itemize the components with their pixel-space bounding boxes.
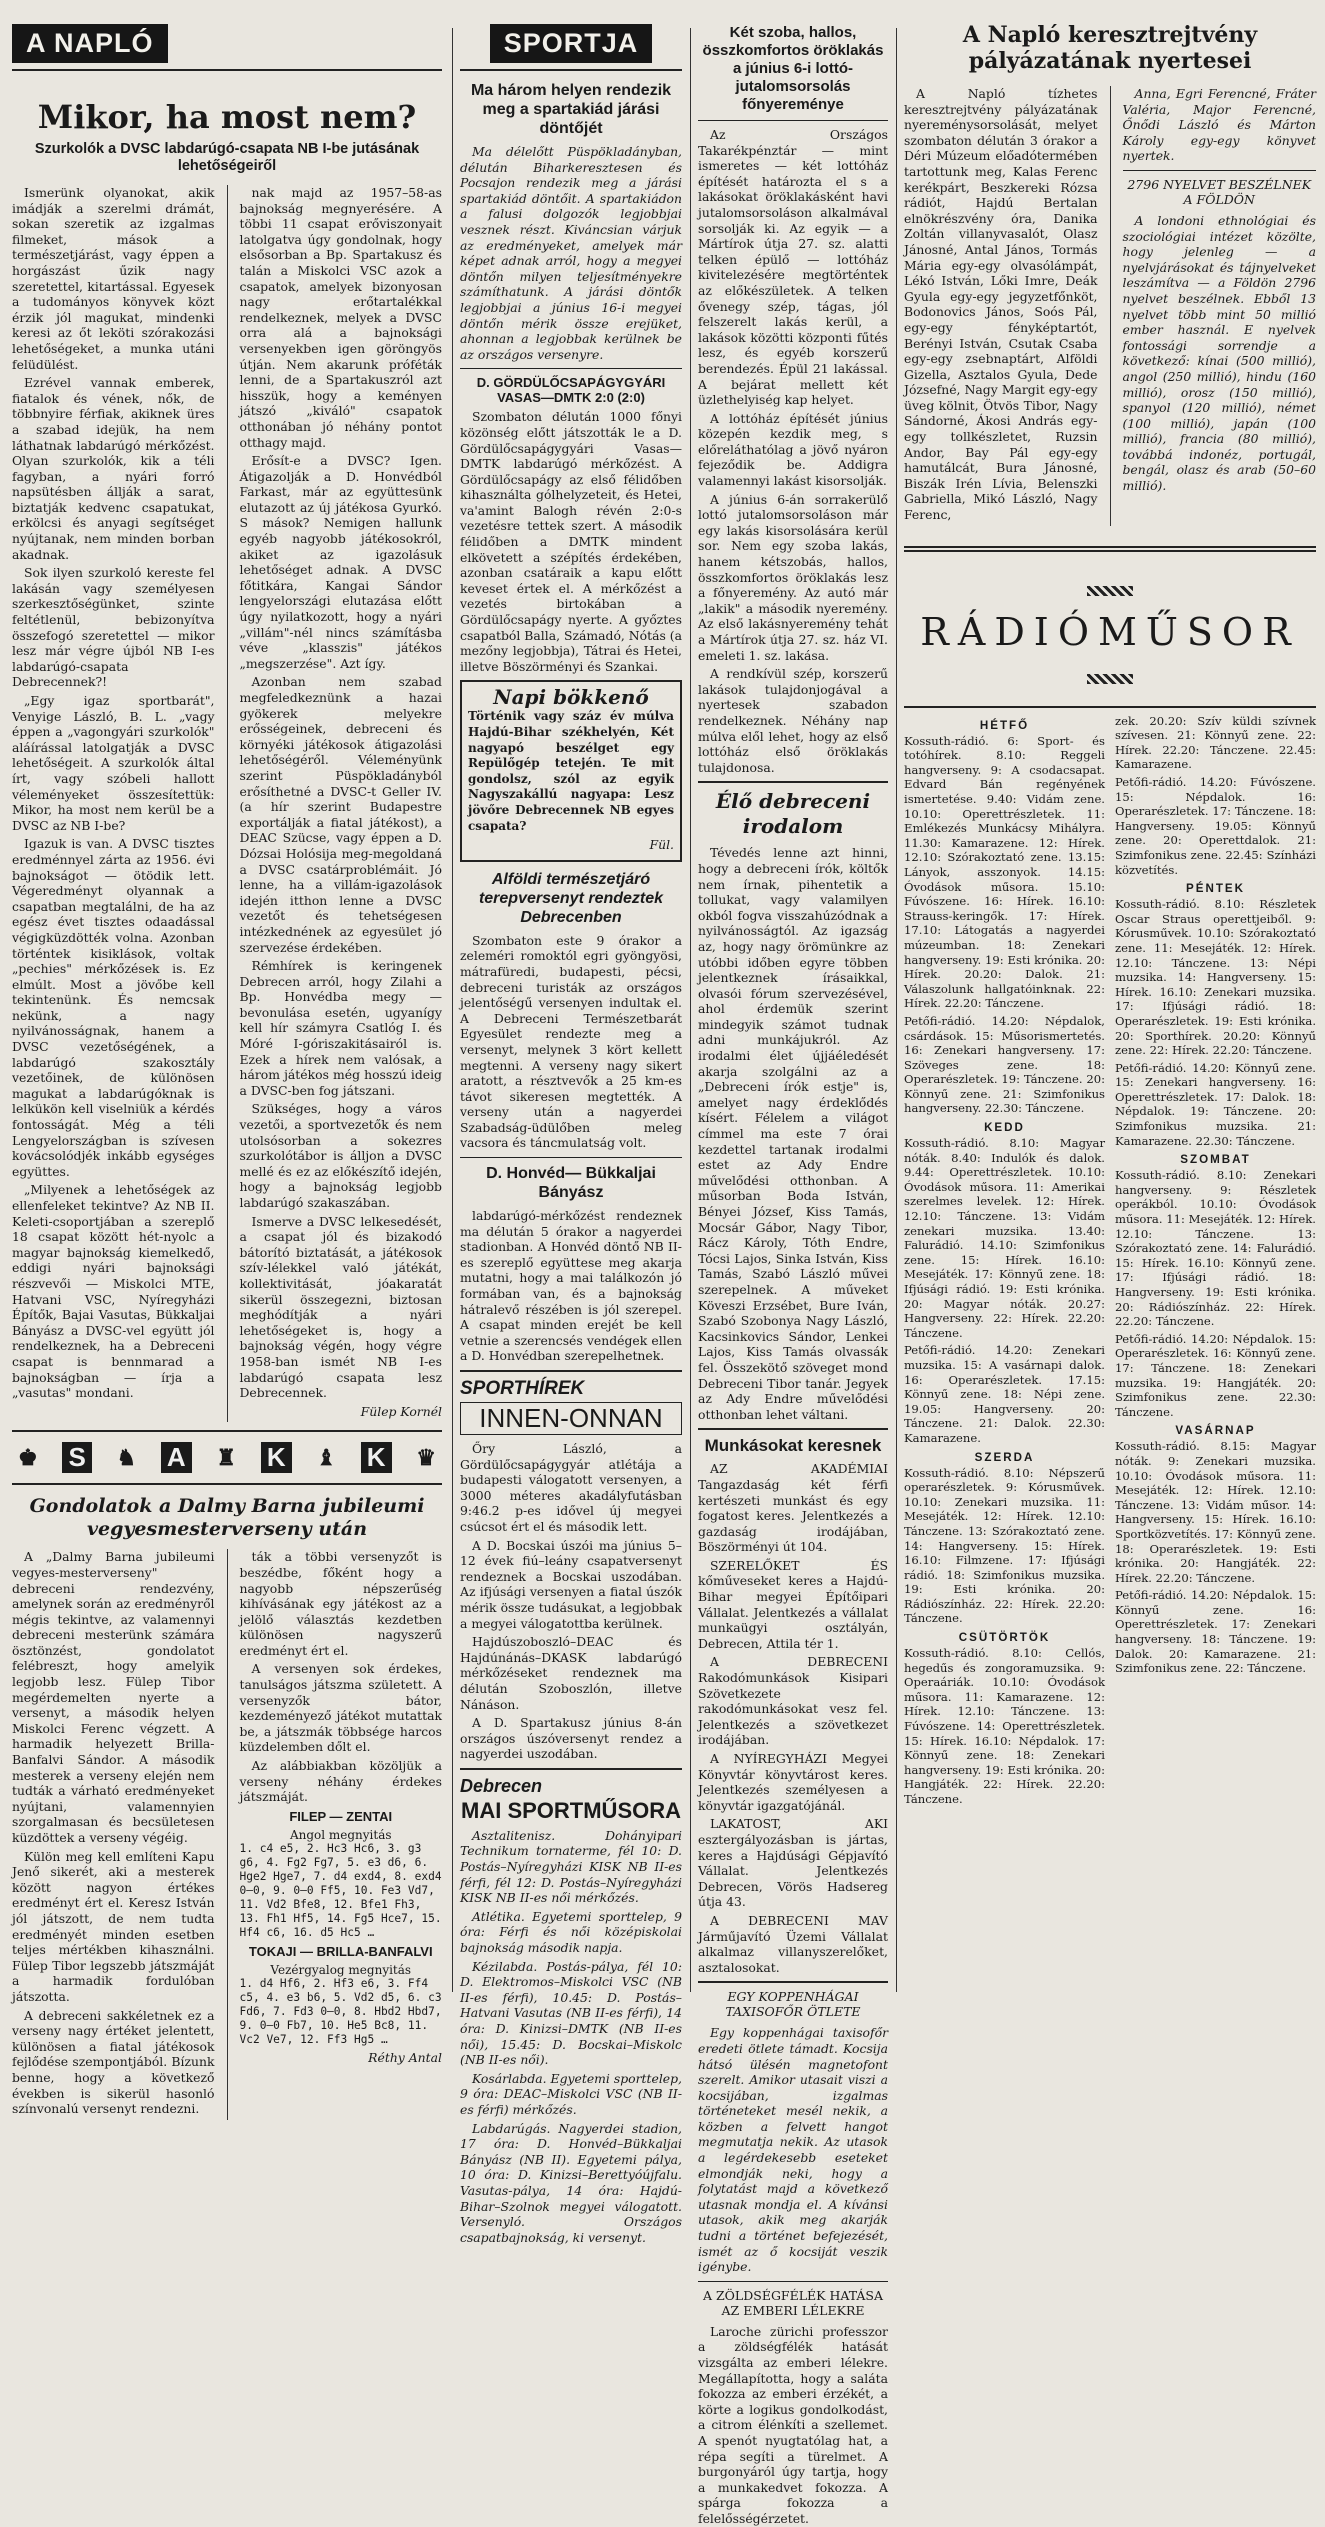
munka-item: A DEBRECENI MAV Járműjavító Üzemi Vállalat alkalmaz villanyszerelőket, asztalosokat. xyxy=(698,1912,888,1975)
chess-body xyxy=(12,1549,442,2119)
zold-title: A ZÖLDSÉGFÉLÉK HATÁSA AZ EMBERI LÉLEKRE xyxy=(703,2287,883,2318)
taxi-title: EGY KOPPENHÁGAI TAXISOFŐR ÖTLETE xyxy=(725,1989,861,2020)
radio-entry: Kossuth-rádió. 8.10: Népszerű operarészletek. 9: Kórusművek. 10.10: Zenekari muzsika. 11: Mesejáték. 12: Hírek. 12.10: Tánczene. 13: Szórakoztató zene. 14: Hangverseny. 15: Hírek. 16.10: Filmzene. 17: Ifjúsági rádió. 18: Szimfonikus muzsika. 19: Esti krónika. 20: Rádiószínház. 22: Hírek. 22.20: Tánczene. xyxy=(904,1465,1105,1626)
bokkeno-paragraph: Történik vagy száz év múlva Hajdú-Bihar székhelyén, Két nagyapó beszélget egy Repülőgép tetején. Te mit gondolsz, szól az egyik Nagyszakállú nagyapa: Lesz jövőre Debrecennek NB egyes csapata? xyxy=(468,709,674,833)
masthead-right: SPORTJA xyxy=(490,24,653,63)
zold-paragraph: Laroche zürichi professzor a zöldségfélék hatását vizsgálta az emberi lélekre. Megállapította, hogy a saláta fokozza az emberi érzékét, a körte a logikus gondolkodást, a citrom élénkíti a szellemet. A spenót nyugtatólag hat, a répa segíti a türelmet. A burgonyáról úgy tartja, hogy a munkakedvet fokozza. A spárga fokozza a felelősségérzetet. xyxy=(698,2323,888,2526)
radio-entry: Petőfi-rádió. 14.20: Népdalok. 15: Könnyű zene. 16: Operettrészletek. 17: Zenekari hangverseny. 18: Tánczene. 19: Dalok. 20: Kamarazene. 21: Szimfonikus zene. 22: Tánczene. xyxy=(1115,1588,1316,1676)
mai-program-item: Kosárlabda. Egyetemi sporttelep, 9 óra: DEAC–Miskolci VSC (NB II-es férfi) mérkőzés. xyxy=(460,2070,682,2117)
radio-entry: Petőfi-rádió. 14.20: Fúvószene. 15: Népdalok. 16: Operarészletek. 17: Tánczene. 18: Hangverseny. 19.05: Könnyű zene. 20: Operettdalok. 21: Szimfonikus zene. 22.45: Színházi közvetítés. xyxy=(1115,775,1316,877)
radio-day: CSÜTÖRTÖK xyxy=(958,1631,1051,1645)
chess-king-icon: ♚ xyxy=(18,1444,38,1470)
chess-paragraph: A versenyen sok érdekes, tanulságos játszma született. A versenyzők bátor, kezdeményező játékot mutattak be, a játszmák többsége harcos küzdelemben dőlt el. xyxy=(239,1661,442,1755)
match-paragraph: Szombaton délután 1000 főnyi közönség előtt játszották le a D. Gördülőcsapágygyári Vasas—DMTK labdarúgó mérkőzést. A Gördülőcsapágy az első félidőben kihasználta gólhelyzeteit, és Hetei, va'amint Balogh révén 2:0-s vezetésre tettek szert. A második félidőben a DMTK mindent elkövetett a szépítés érdekében, azonban csatáraik a kapu előtt keveset értek el. A mérkőzést a vezetés birtokában a Gördülőcsapágy nyerte. A győztes csapatból Balla, Számadó, Nótás (a mezőny legjobbja), Tátrai és Hetei, illetve Böszörményi és Szankai. xyxy=(460,409,682,674)
munka-item: SZERELŐKET ÉS kőműveseket keres a Hajdú-Bihar megyei Építőipari Vállalat. Jelentkezés a vállalat munkaügyi osztályán, Debrecen, Attila tér 1. xyxy=(698,1557,888,1651)
irodalom-paragraph: Tévedés lenne azt hinni, hogy a debreceni írók, költők nem írnak, pihentetik a tollukat, vagy valamilyen okból fogva visszahúzódnak a nyilvánosságtól. Az igazság az, hogy nagy örömünkre az utóbbi időben egyre többen jelentkeznek írásaikkal, olvasói fórum szervezésével, ahol érdemük szerint mindegyik számot tudnak adni munkájukról. Az irodalmi élet újjáéledését akarja szolgálni az a „Debreceni írók estje" is, amelyet nagy érdeklődés kísért. Félelem a világot címmel ma este 7 órai kezdettel tartanak irodalmi estet az Ady Endre művelődési otthonban. A műsorban Boda István, Bényei József, Kiss Tamás, Mocsár Gábor, Nagy Tibor, Rácz Károly, Tóth Endre, Tócsi Lajos, Sinka István, Kiss Tamás, Szabó László művei szerepelnek. A műveket Köveszi Erzsébet, Bure Iván, Szabó Szobonya Nagy László, Kacsinkovics Sándor, Lenkei Lajos, Kiss Tamás olvassák fel. Összekötő szöveget mond Debreceni Tibor tanár. Jegyek az Ady Endre művelődési otthonban lehet váltani. xyxy=(698,845,888,1422)
article-paragraph: Ismerünk olyanokat, akik imádják a szerelmi drámát, sokan szeretik az izgalmas filmeket, mások a természetjárást, vagy éppen a horgászást űzik nagy szeretettel, kitartással. Egyesek a tudományos könyvek közt érzik jól magukat, mindenki keresi az őt leköti szórakozási lehetőségeket, a munka utáni felüdülést. xyxy=(12,185,215,372)
sporthirek-title: SPORTHÍREK xyxy=(460,1378,585,1399)
radio-day: SZERDA xyxy=(974,1450,1035,1464)
irodalom-title: Élő debreceni irodalom xyxy=(715,789,871,839)
radio-program xyxy=(904,714,1316,1810)
article-paragraph: Igazuk is van. A DVSC tisztes eredménnyel zárta az 1956. évi bajnokságot — ötödik lett. Végeredményt olyannak a csapatban megtalálni, de ha az egész évet tisztes odaadással végigküzdötték volna. Azonban történtek kisiklások, voltak „pechies" mérkőzések is. Ez elmúlt. Most a jövőbe kell tekintenünk. És nemcsak nekünk, a nagy nyilvánosságnak, hanem a DVSC vezetőségének, a labdarúgó szakosztály vezetőinek, de különösen magukat a labdarúgóknak is lelkükön kell viselniük a kérdés fontosságát. Még a téli Lengyelországban is szívesen kovácsolódjék inkább egységes együttes. xyxy=(12,836,215,1179)
article-right-col xyxy=(240,185,443,1422)
chess-rook-icon: ♜ xyxy=(216,1444,237,1470)
radio-entry: Petőfi-rádió. 14.20: Zenekari muzsika. 15: A vasárnapi dalok. 16: Operarészletek. 17.15: Könnyű zene. 18: Népi zene. 19.05: Hangverseny. 20: Tánczene. 21: Dalok. 22.30: Kamarazene. xyxy=(904,1343,1105,1445)
radio-entry: Kossuth-rádió. 6: Sport- és totóhírek. 8.10: Reggeli hangverseny. 9: A csodacsapat. Edvard Bán regényének ismertetése. 9.40: Vidám zene. 10.10: Operettrészletek. 11: Emlékezés Munkácsy Mihályra. 11.30: Kamarazene. 12: Hírek. 12.10: Szórakoztató zene. 13.15: Lányok, asszonyok. 14.15: Óvodások műsora. 15.10: Fúvószene. 16: Hírek. 16.10: Strauss-keringők. 17: Hírek. 17.10: Látogatás a nagyerdei múzeumban. 18: Zenekari hangverseny. 19: Esti krónika. 20: Hírek. 20.20: Dalok. 21: Válaszolunk hallgatóinknak. 22: Hírek. 22.20: Tánczene. xyxy=(904,733,1105,1011)
chess-paragraph: Külön meg kell említeni Kapu Jenő sikerét, aki a mesterek között nagyon értékes eredményt ért el. Keresz István jól játszott, de nem tudta eredményét minden esetben teljes mértékben kihasználni. Fülep Tibor legszebb játszmáját a harmadik fordulóban játszotta. xyxy=(12,1848,215,2004)
chess-mast-letter: K xyxy=(261,1442,292,1473)
bokkeno-box xyxy=(460,680,682,861)
mai-title-city: Debrecen xyxy=(460,1775,543,1796)
game2-opening: Vezérgyalog megnyitás xyxy=(270,1962,412,1977)
mai-sportmusora-header xyxy=(460,1776,682,1824)
column-3 xyxy=(698,0,888,2526)
column-1 xyxy=(12,0,442,2117)
munka-item: A NYÍREGYHÁZI Megyei Könyvtár könyvtárost keres. Jelentkezés személyesen a könyvtár igazgatójánál. xyxy=(698,1751,888,1813)
chess-paragraph: A „Dalmy Barna jubileumi vegyes-mesterverseny" debreceni rendezvény, amelynek során az eredményről mégis tekintve, az valamennyi debreceni mesterünk számára ösztönzést, gondolatot felébreszt, hogy amelyik legjobb lesz. Fülep Tibor megérdemelten nyerte a versenyt, a második helyen Miskolci Ferenc végzett. A harmadik helyezett Brilla-Banfalvi Sándor. A második mesterek a verseny elején nem tudták a várható eredményeket nyújtani, valamennyien szorgalmasan és becsületesen küzdöttek a verseny végéig. xyxy=(12,1549,215,1845)
sporthirek-paragraph: A D. Bocskai úszói ma június 5–12 évek fiú–leány csapatversenyt rendeznek a Bocskai uszodában. Az ifjúsági versenyen a fiatal úszók mérik össze tudásukat, a legjobbak a megyei válogatottba kerülnek. xyxy=(460,1537,682,1631)
article-paragraph: Sok ilyen szurkoló kereste fel lakásán vagy személyesen szerkesztőségünket, szinte feltétlenül, bebizonyítva összefogó szeretettel — mikor lesz már végre újból NB I-es labdarúgó-csapata Debrecennek?! xyxy=(12,565,215,690)
radio-day: SZOMBAT xyxy=(1180,1153,1251,1167)
mai-program-item: Atlétika. Egyetemi sporttelep, 9 óra: Férfi és női középiskolai bajnokság második napja. xyxy=(460,1908,682,1956)
kereszt-right-col xyxy=(1123,86,1317,526)
kereszt-title: A Napló keresztrejtvény pályázatának nyertesei xyxy=(962,22,1258,74)
nyelv-title: 2796 NYELVET BESZÉLNEK A FÖLDÖN xyxy=(1127,176,1312,207)
alfoldi-title: Alföldi természetjáró terepversenyt rendeztek Debrecenben xyxy=(478,870,664,926)
game1-moves: 1. c4 e5, 2. Hc3 Hc6, 3. g3 g6, 4. Fg2 Fg7, 5. e3 d6, 6. Hge2 Hge7, 7. d4 exd4, 8. exd4 0–0, 9. 0–0 Ff5, 10. Fe3 Vd7, 11. Vd2 Bfe8, 12. Bfe1 Fh3, 13. Fh1 Hf5, 14. Fg5 Hce7, 15. Hf4 c6, 16. d5 Hc5 … xyxy=(239,1841,442,1939)
lotto-paragraph: A június 6-án sorrakerülő lottó jutalomsorsoláson már egy lakás kisorsolására kerül sor. Nem egy szoba lakás, hanem kétszobás, hallos, összkomfortos öröklakás lesz a főnyeremény. Az autó már „lakik" a második nyeremény. Az első lakásnyeremény tehát a Mártírok útja 27. sz. ház VI. emeleti 1. sz. lakása. xyxy=(698,491,888,663)
chess-paragraph: A debreceni sakkéletnek ez a verseny nagy értéket jelentett, különösen a fiatal játékosok fejlődése szempontjából. Bízunk benne, hogy a következő években is sikerül hasonló színvonalú versenyt rendezni. xyxy=(12,2007,215,2117)
chess-paragraph: ták a többi versenyzőt is beszédbe, főként hogy a nagyobb népszerűség kihívásának egy játékost az a jelölő választás kezdetben különösen nagyszerű eredményt ért el. xyxy=(239,1549,442,1658)
spartakiad-paragraph: Ma délelőtt Püspökladányban, délután Biharkeresztesen és Pocsajon rendezik meg a járási spartakiád döntőit. A spartakiádon a falusi dolgozók legjobbjai vesznek részt. Kiváncsian várjuk az eredményeket, amelyek már képet adnak arról, hogy a megyei döntőn milyen teljesítményekre számíthatunk. A járási döntők legjobbjai a június 16-i megyei döntőn mérik össze erejüket, ahonnan a legjobbak kerülnek be az országos versenyre. xyxy=(460,144,682,362)
munka-item: LAKATOST, AKI esztergályozásban is jártas, keres a Hajdúsági Gépjavító Vállalat. Jelentkezés Debrecen, Vörös Hadsereg útja 43. xyxy=(698,1816,888,1910)
chess-right-col xyxy=(240,1549,443,2119)
article-paragraph: Szükséges, hogy a város vezetői, a sportvezetők és nem utolsósorban a sokezres szurkolótábor is álljon a DVSC mellé és ez az előkészítő idején, hogy a bajnokság legjobb labdarúgó szakaszában. xyxy=(239,1101,442,1210)
chess-mast-letter: K xyxy=(361,1442,392,1473)
kereszt-body xyxy=(904,86,1316,526)
article-paragraph: Azonban nem szabad megfeledkeznünk a hazai gyökerek melyekre erősségeinek, debreceni és környéki játékosok átigazolási lehetőségéről. Véleményünk szerint Püspökladányból erősíthetné a DVSC-t Geller IV. (a hír szerint Budapestre exportálják a fiatal játékost), a DEAC Szücse, vagy éppen a D. Dózsai Holósija meg-megoldaná a DVSC csatárproblémáit. Jó lenne, ha a villám-igazolások idején itthon lenne a DVSC vezetőt és tehetségesen intézkednének az egyesület jó szervezése érdekében. xyxy=(239,674,442,955)
sporthirek-paragraph: A D. Spartakusz június 8-án országos úszóversenyt rendez a nagyerdei uszodában. xyxy=(460,1715,682,1762)
article-body xyxy=(12,185,442,1422)
match-title: D. GÖRDÜLŐCSAPÁGYGYÁRI VASAS—DMTK 2:0 (2:0) xyxy=(476,375,666,406)
radio-right-col xyxy=(1115,714,1316,1810)
radio-entry: zek. 20.20: Szív küldi szívnek szívesen. 21: Könnyű zene. 22: Hírek. 22.20: Tánczene. 22.45: Kamarazene. xyxy=(1115,713,1316,772)
spartakiad-title: Ma három helyen rendezik meg a spartakiád járási döntőjét xyxy=(470,82,672,137)
munka-title: Munkásokat keresnek xyxy=(704,1436,882,1456)
kereszt-left-col xyxy=(904,86,1098,526)
lotto-paragraph: Az Országos Takarékpénztár — mint ismeretes — két lottóház építését határozta el s a lakásokat öröklakásként havi jutalomsorsoláson alkalmával sorsolják ki. Az egyik — a Mártírok útja 27. sz. alatti telken épülő — lottóház kivitelezésére megtörténtek az előkészületek. A telken ővenegy szép, tágas, jól felszerelt lakás kerül, a lakások közötti központi fűtés lesz, és egyéb korszerű berendezés. Épül 21 lakással. A bejárat mellett két üzlethelyiség kap helyet. xyxy=(698,127,888,408)
radio-day: VASÁRNAP xyxy=(1175,1424,1256,1438)
game1-title: FILEP — ZENTAI xyxy=(289,1808,393,1824)
mai-program-item: Kézilabda. Postás-pálya, fél 10: D. Elektromos–Miskolci VSC (NB II-es férfi), 10.45: D. Postás–Hatvani Vasutas (NB II-es férfi), 14 óra: D. Kinizsi–DMTK (NB II-es női), 15.45: D. Bocskai–Miskolc (NB II-es női). xyxy=(460,1958,682,2068)
article-subtitle: Szurkolók a DVSC labdarúgó-csapata NB I-be jutásának lehetőségeiről xyxy=(34,141,420,174)
article-left-col xyxy=(12,185,215,1422)
radio-title xyxy=(904,546,1316,708)
chess-masthead xyxy=(12,1438,442,1477)
article-paragraph: „Egy igaz sportbarát", Venyige László, B. L. „vagy éppen a „vagongyári szurkolók" aláírással latolgatják a DVSC lehetőségeit. A szurkolók által írt, vagy szóbeli hallott véleményeket összesítettük: Mikor, ha most nem kerül be a DVSC az NB I-be? xyxy=(12,693,215,833)
munka-item: AZ AKADÉMIAI Tangazdaság két férfi kertészeti munkást és egy fogatost keres. Jelentkezés a gazdaság irodájában, Böszörményi út 104. xyxy=(698,1461,888,1555)
bokkeno-signature: Fül. xyxy=(649,837,674,853)
sporthirek-paragraph: Őry László, a Gördülőcsapágygyár atlétája a budapesti válogatott versenyen, a 3000 méteres akadályfutásban 9:46.2 p-es idővel új megyei csúcsot ért el és második lett. xyxy=(460,1441,682,1534)
game1-opening: Angol megnyitás xyxy=(289,1827,392,1842)
chess-left-col xyxy=(12,1549,215,2119)
radio-entry: Petőfi-rádió. 14.20: Népdalok. 15: Operarészletek. 16: Könnyű zene. 17: Tánczene. 18: Zenekari muzsika. 19: Hangjáték. 20: Szimfonikus zene. 22.30: Tánczene. xyxy=(1115,1331,1316,1419)
column-4 xyxy=(904,0,1316,2000)
chess-paragraph: Az alábbiakban közöljük a verseny néhány érdekes játszmáját. xyxy=(239,1758,442,1805)
taxi-paragraph: Egy koppenhágai taxisofőr eredeti ötlete támadt. Kocsija hátsó ülésén magnetofont szerelt. Amikor utasait viszi a kocsijában, izgalmas történeteket mesél nekik, a közben a felvett hangot megmutatja nekik. Az utasok a legérdekesebb eseteket elmondják neki, hogy a folytatást majd a következő utasnak mondja el. A kívánsi utasok, akik meg akarják tudni a történet befejezését, ismét az ő kocsiját veszik igénybe. xyxy=(698,2025,888,2275)
radio-entry: Petőfi-rádió. 14.20: Népdalok, csárdások. 15: Műsorismertetés. 16: Zenekari hangverseny. 17: Szöveges zene. 18: Operarészletek. 19: Tánczene. 20: Könnyű zene. 21: Szimfonikus hangverseny. 22.30: Tánczene. xyxy=(904,1013,1105,1116)
lotto-paragraph: A rendkívül szép, korszerű lakások tulajdonjogával a nyertesek szabadon rendelkeznek. Néhány nap múlva elől lehet, hogy az első lottóház első öröklakás tulajdonosa. xyxy=(698,666,888,775)
radio-entry: Kossuth-rádió. 8.15: Magyar nóták. 9: Zenekari muzsika. 10.10: Óvodások műsora. 11: Mesejáték. 12: Hírek. 12.10: Tánczene. 13: Vidám műsor. 14: Hangverseny. 15: Hírek. 16.10: Sportközvetítés. 17: Könnyű zene. 18: Operarészletek. 19: Esti krónika. 20: Hangjáték. 22: Hírek. 22.20: Tánczene. xyxy=(1115,1439,1316,1585)
innen-onnan-title: INNEN-ONNAN xyxy=(460,1402,682,1435)
radio-entry: Kossuth-rádió. 8.10: Zenekari hangverseny. 9: Részletek operákból. 10.10: Óvodások műsora. 11: Mesejáték. 12: Hírek. 12.10: Tánczene. 13: Szórakoztató zene. 14: Falurádió. 15: Hírek. 16.10: Könnyű zene. 17: Ifjúsági rádió. 18: Hangverseny. 19: Esti krónika. 20: Rádiószínház. 22: Hírek. 22.20: Tánczene. xyxy=(1115,1168,1316,1329)
chess-queen-icon: ♛ xyxy=(416,1444,436,1470)
alfoldi-paragraph: Szombaton este 9 órakor a zeleméri romoktól egri gyöngyösi, mátrafüredi, budapesti, pécsi, debreceni turisták az országos jelentőségű versenyen indultak el. A Debreceni Természetbarát Egyesület rendezte meg a versenyt, melynek 3 kört kellett megtenni. A verseny nagy sikert aratott, a résztvevők a 25 km-es távot sikeresen megtették. A verseny után a nagyerdei Szabadság-üdülőben meleg vacsora és táncmulatság volt. xyxy=(460,932,682,1151)
radio-entry: Kossuth-rádió. 8.10: Cellós, hegedűs és zongoramuzsika. 9: Operaáriák. 10.10: Óvodások műsora. 11: Kamarazene. 12: Hírek. 12.10: Tánczene. 13: Fúvószene. 14: Operettrészletek. 15: Hírek. 16.10: Népdalok. 17: Könnyű zene. 18: Zenekari hangverseny. 19: Esti krónika. 20: Hangjáték. 22: Hírek. 22.20: Tánczene. xyxy=(904,1646,1105,1806)
chess-knight-icon: ♞ xyxy=(116,1444,137,1470)
honved-paragraph: labdarúgó-mérkőzést rendeznek ma délután 5 órakor a nagyerdei stadionban. A Honvéd döntő NB II-es szereplő együttese meg akarja mutatni, hogy a mai találkozón jó formában van, és a bajnokság hátralevő részében is jól szerepel. A csapat minden erejét be kell vetnie a szerencsés vendégek ellen a D. Honvédban szerepelhetnek. xyxy=(460,1208,682,1364)
lotto-paragraph: A lottóház építését június közepén kezdik meg, s előreláthatólag a jövő nyáron fejeződik be. Addigra valamennyi lakást kisorsolják. xyxy=(698,410,888,489)
chess-article-title: Gondolatok a Dalmy Barna jubileumi vegyesmesterverseny után xyxy=(29,1495,425,1541)
mai-title-program: MAI SPORTMŰSORA xyxy=(461,1797,681,1823)
column-2 xyxy=(460,0,682,2245)
kereszt-paragraph: Anna, Egri Ferencné, Fráter Valéria, Major Ferencné, Őnődi László és Márton Károly egy-egy könyvet nyertek. xyxy=(1122,86,1316,164)
mai-program-item: Asztalitenisz. Dohányipari Technikum tornaterme, fél 10: D. Postás–Nyíregyházi KISK NB II-es férfi, fél 12: D. Postás–Nyíregyházi KISK NB II-es női mérkőzés. xyxy=(460,1827,682,1906)
article-paragraph: nak majd az 1957–58-as bajnokság megnyerésére. A többi 11 csapat erőviszonyait latolgatva úgy gondolnak, hogy elsősorban a Bp. Spartakusz és talán a Miskolci VSC azok a csapatok, amelyek bizonyosan nagy erőtartalékkal rendelkeznek, melyek a DVSC orra alá a bajnoksági versenyekben igen göröngyös útján. Nem akarunk próféták lenni, de a Spartakuszról azt hisszük, hogy a keményen játszó „kiváló" csapatok otthonában jó néhány pontot otthagy majd. xyxy=(239,185,442,450)
article-title: Mikor, ha most nem? xyxy=(37,98,417,136)
decorative-hatch-icon xyxy=(1087,674,1133,684)
munka-item: A DEBRECENI Rakodómunkások Kisipari Szövetkezete rakodómunkásokat vesz fel. Jelentkezés a szövetkezet irodájában. xyxy=(698,1654,888,1748)
sporthirek-paragraph: Hajdúszoboszló–DEAC és Hajdúnánás–DKASK labdarúgó mérkőzéseket rendeznek ma délután Szoboszlón, illetve Nánáson. xyxy=(460,1634,682,1712)
masthead-left: A NAPLÓ xyxy=(12,24,168,63)
radio-left-col xyxy=(904,714,1105,1810)
radio-day: HÉTFŐ xyxy=(979,718,1030,732)
game2-moves: 1. d4 Hf6, 2. Hf3 e6, 3. Ff4 c5, 4. e3 b6, 5. Vd2 d5, 6. c3 Fd6, 7. Fd3 0–0, 8. Hbd2 Hbd7, 9. 0–0 Fb7, 10. He5 Bc8, 11. Vc2 Ve7, 12. Ff3 Hg5 … xyxy=(239,1976,442,2046)
article-paragraph: Erősít-e a DVSC? Igen. Átigazolják a D. Honvédból Farkast, már az együttesünk elutazott az új játékosa Gyurkó. S mások? Nemigen hallunk egyéb nagyobb játékosokról, akiket az igazolásuk lehetőséget adnak. A DVSC főtitkára, Kangai Sándor lengyelországi elutazása előtt úgy nyilatkozott, hogy a nyári „villám"-nél nincs számításba véve „klasszis" játékos „megszerzése". Azt így. xyxy=(239,453,442,671)
radio-entry: Petőfi-rádió. 14.20: Könnyű zene. 15: Zenekari hangverseny. 16: Operettrészletek. 17: Dalok. 18: Népdalok. 19: Tánczene. 20: Szimfonikus muzsika. 21: Kamarazene. 22.30: Tánczene. xyxy=(1115,1060,1316,1148)
sporthirek-header xyxy=(460,1378,682,1435)
radio-day: KEDD xyxy=(984,1121,1025,1135)
decorative-hatch-icon xyxy=(1087,586,1133,596)
chess-signature: Réthy Antal xyxy=(368,2049,442,2065)
article-paragraph: Ezrével vannak emberek, fiatalok és vének, nők, de többnyire férfiak, akiknek üres a szabad idejük, ha nem láthatnak labdarúgó mérkőzést. Olyan szurkolók, kik a téli fagyban, a nyári forró napsütésben állják a sarat, biztatják kedvenc csapatukat, erkölcsi és anyagi segítséget nyújtanak, nem minden borban akadnak. xyxy=(12,375,215,562)
bokkeno-title: Napi bökkenő xyxy=(493,685,649,710)
honved-title: D. Honvéd— Bükkaljai Bányász xyxy=(486,1165,656,1202)
article-paragraph: Rémhírek is keringenek Debrecen arról, hogy Zilahi a Bp. Honvédba megy — bevonulása esetén, ugyanígy kell hír számyra Csatlóg I. és Móré I-góriszakitásairól is. Ezek a hírek nem valósak, a három játékos még hosszú ideig a DVSC-ben fog játszani. xyxy=(239,958,442,1098)
radio-day: PÉNTEK xyxy=(1185,882,1246,896)
radio-entry: Kossuth-rádió. 8.10: Részletek Oscar Straus operettjeiből. 9: Kórusművek. 10.10: Szórakoztató zene. 11: Mesejáték. 12: Hírek. 12.10: Tánczene. 13: Népi muzsika. 14: Hangverseny. 15: Hírek. 16.10: Zenekari muzsika. 17: Ifjúsági rádió. 18: Operarészletek. 19: Esti krónika. 20: Sporthírek. 20.20: Könnyű zene. 22: Hírek. 22.20: Tánczene. xyxy=(1115,897,1316,1058)
article-signature: Fülep Kornél xyxy=(360,1403,442,1419)
chess-mast-letter: S xyxy=(62,1442,91,1473)
game2-title: TOKAJI — BRILLA-BANFALVI xyxy=(248,1943,433,1959)
kereszt-paragraph: A Napló tízhetes keresztrejtvény pályázatának nyereménysorsolását, melyet szombaton délután 3 órakor a Déri Múzeum előadótermében tartottunk meg, Kalas Ferenc kerékpárt, Beszkereki Rózsa rádiót, Hajdú Bertalan elnökrészvény óra, Danika Zoltán villanyvasalót, Olasz Jánosné, Antal János, Tormás Mária egy-egy olvasólámpát, Lékó István, Lőki Imre, Deák Gyula egy-egy jegyzetfőnköt, Bodonovics János, Soós Pál, egy-egy fényképtartót, Berényi István, Csutak Csaba egy-egy zsebnaptárt, Alföldi Gizella, Asztalos Gyula, Dede Józsefné, Nagy Margit egy-egy üveg kölnit, Ötvös Tibor, Nagy Sándorné, Ákosi András egy-egy tollkészletet, Ruzsin Andor, Bay Pál egy-egy hamutálcát, Bura Jánosné, Biszák Irén Lívia, Belenszki Gabriella, Mikó László, Nagy Ferenc, xyxy=(904,86,1098,523)
radio-title-text: RÁDIÓMŰSOR xyxy=(920,609,1300,654)
nyelv-paragraph: A londoni ethnológiai és szociológiai intézet közölte, hogy jelenleg — a nyelvjárásokat és tájnyelveket leszámítva — a Földön 2796 nyelvet beszélnek. Ebből 13 nyelvet több mint 50 millió ember használ. E nyelvek fontossági sorrendje a következő: kínai (500 millió), angol (250 millió), hindu (160 millió), orosz (150 millió), spanyol (120 millió), német (100 millió), japán (100 millió), francia (80 millió), továbbá indonéz, portugál, bengál, olasz és arab (50–60 millió). xyxy=(1122,212,1316,494)
lotto-title: Két szoba, hallos, összkomfortos öröklakás a június 6-i lottó-jutalomsorsolás főnyereménye xyxy=(702,24,884,113)
chess-bishop-icon: ♝ xyxy=(316,1444,337,1470)
masthead xyxy=(12,24,442,63)
article-paragraph: „Milyenek a lehetőségek az ellenfeleket tekintve? Az NB II. Keleti-csoportjában a szereplő 18 csapat között hét-nyolc a magyar bajnokság kiemelkedő, eddigi nyári bajnoksági részvevői — Miskolci MTE, Hatvani VSC, Nyíregyházi Építők, Bajai Vasutas, Bükkaljai Bányász a DVSC-vel együtt jól rendelkeznek, ha a Debreceni csapat is bennmarad a bajnokságban — írja a „vasutas" mondani. xyxy=(12,1182,215,1401)
article-paragraph: Ismerve a DVSC lelkesedését, a csapat jól és bizakodó bátorító biztatását, a játékosok szív-lélekkel való játékát, kollektivitását, jóakaratát sikerül összegezni, biztosan meghódítják a nyári lehetőségeket is, hogy a bajnokság végén, hogy végre 1958-ban ismét NB I-es labdarúgó csapata lesz Debrecennek. xyxy=(239,1213,442,1401)
chess-mast-letter: A xyxy=(161,1442,192,1473)
radio-entry: Kossuth-rádió. 8.10: Magyar nóták. 8.40: Indulók és dalok. 9.44: Operettrészletek. 10.10: Óvodások műsora. 11: Amerikai szerelmes levelek. 12: Hírek. 12.10: Tánczene. 13: Vidám zenekari muzsika. 13.40: Falurádió. 14.10: Szimfonikus zene. 15: Hírek. 16.10: Mesejáték. 17: Könnyű zene. 18: Ifjúsági rádió. 19: Esti krónika. 20: Magyar nóták. 20.27: Hangverseny. 22: Hírek. 22.20: Tánczene. xyxy=(904,1136,1105,1340)
mai-program-item: Labdarúgás. Nagyerdei stadion, 17 óra: D. Honvéd–Bükkaljai Bányász (NB II). Egyetemi pálya, 10 óra: D. Kinizsi–Berettyóújfalu. Vasutas-pálya, 14 óra: Hajdú-Bihar–Szolnok megyei válogatott. Versenyló. Országos csapatbajnokság, ki versenyt. xyxy=(460,2120,682,2245)
